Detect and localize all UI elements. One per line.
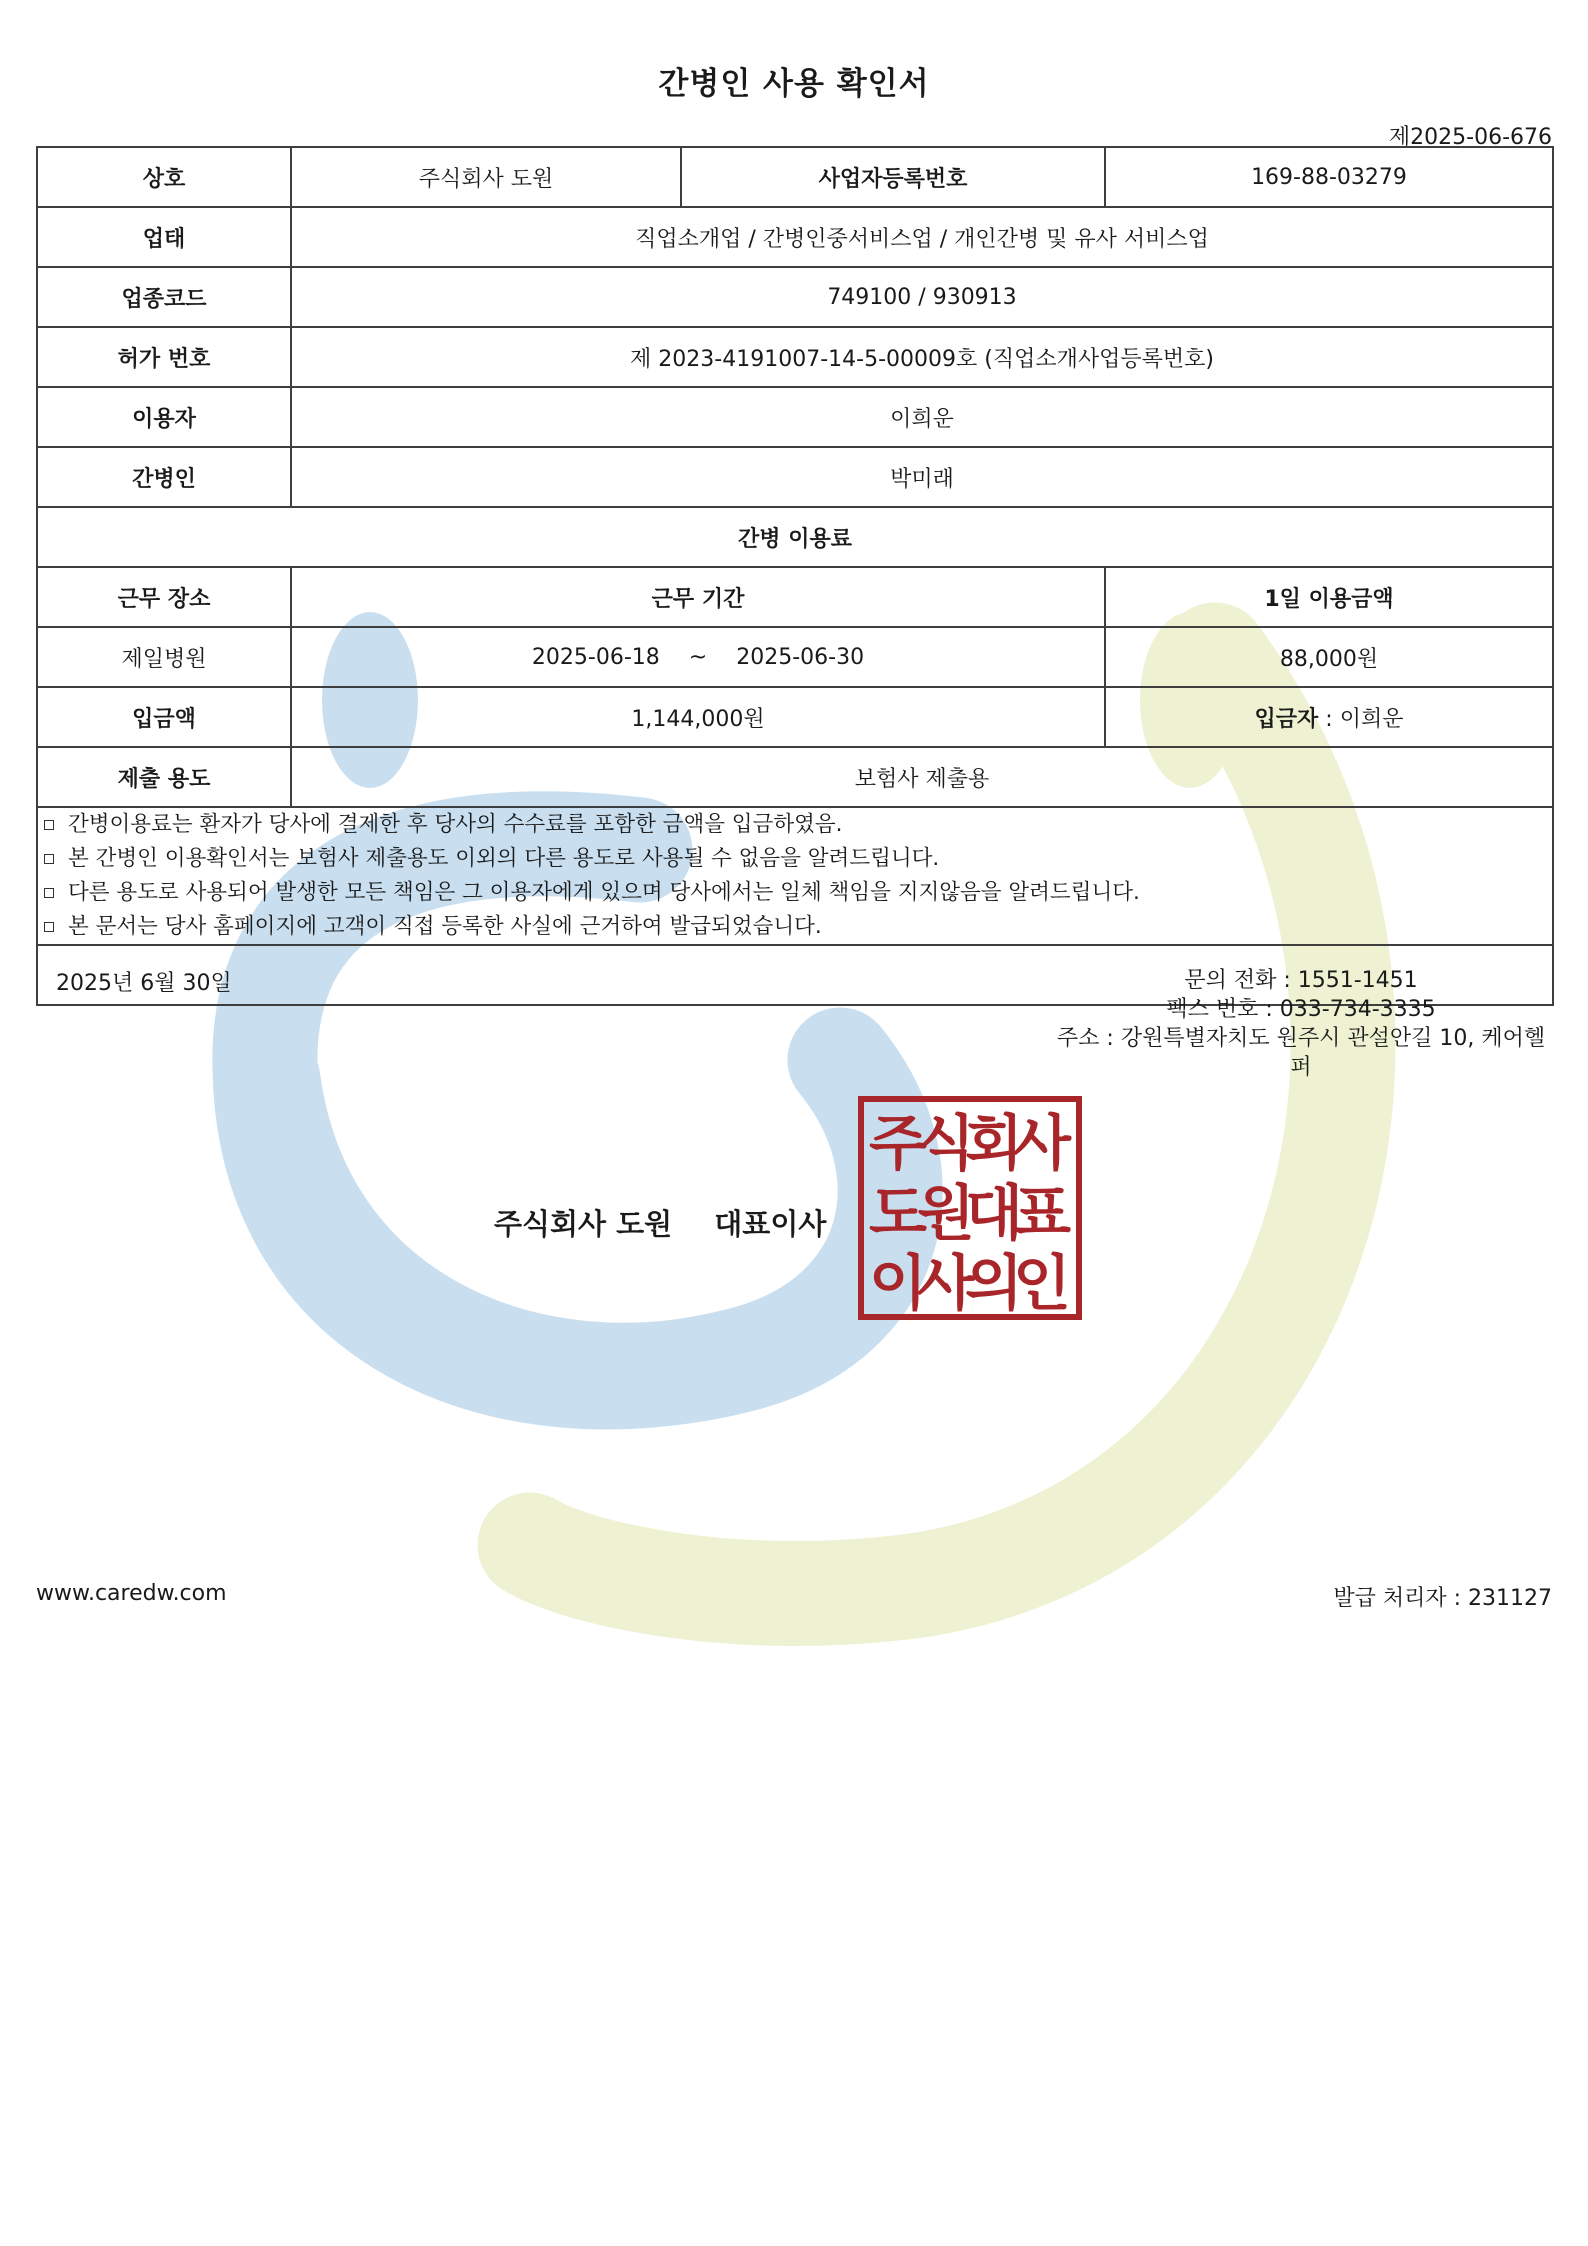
row-user: [37, 387, 1553, 447]
seal-char: 의: [965, 1249, 1023, 1319]
row-company: [37, 147, 1553, 207]
row-license: [37, 327, 1553, 387]
row-notes: [37, 807, 1553, 945]
seal-char: 표: [1013, 1179, 1071, 1249]
signature-line: [494, 1202, 826, 1243]
issuer-info: 발급 처리자 : 231127: [1333, 1586, 1552, 1611]
seal-char: 인: [1013, 1249, 1071, 1319]
certificate-table: [36, 146, 1554, 1319]
footer-cell: [37, 945, 1553, 1319]
deposit-amount: 1,144,000원: [291, 687, 1105, 747]
seal-char: 식: [917, 1109, 975, 1179]
label-industry-code: 업종코드: [37, 267, 291, 327]
daily-amount: 88,000원: [1105, 627, 1553, 687]
seal-char: 도: [869, 1179, 927, 1249]
square-bullet-icon: [44, 820, 54, 830]
company-seal-stamp: [858, 1096, 1082, 1320]
note-item: 본 문서는 당사 홈페이지에 고객이 직접 등록한 사실에 근거하여 발급되었습니다.: [44, 910, 1546, 944]
seal-char: 사: [917, 1249, 975, 1319]
business-type: 직업소개업 / 간병인중서비스업 / 개인간병 및 유사 서비스업: [291, 207, 1553, 267]
seal-char: 회: [965, 1109, 1023, 1179]
work-period: [291, 627, 1105, 687]
fee-section-title: 간병 이용료: [37, 507, 1553, 567]
seal-char: 사: [1013, 1109, 1071, 1179]
label-deposit: 입금액: [37, 687, 291, 747]
label-depositor: 입금자: [1254, 706, 1319, 732]
row-deposit: [37, 687, 1553, 747]
label-reg-number: 사업자등록번호: [681, 147, 1105, 207]
square-bullet-icon: [44, 854, 54, 864]
seal-char: 이: [869, 1249, 927, 1319]
label-period: 근무 기간: [291, 567, 1105, 627]
period-separator: ~: [688, 644, 708, 670]
caregiver-name: 박미래: [291, 447, 1553, 507]
note-item: 다른 용도로 사용되어 발생한 모든 책임은 그 이용자에게 있으며 당사에서는 일체 책임을 지지않음을 알려드립니다.: [44, 876, 1546, 910]
seal-char: 원: [917, 1179, 975, 1249]
license-number: 제 2023-4191007-14-5-00009호 (직업소개사업등록번호): [291, 327, 1553, 387]
label-purpose: 제출 용도: [37, 747, 291, 807]
period-start: 2025-06-18: [531, 644, 660, 670]
note-item: 본 간병인 이용확인서는 보험사 제출용도 이외의 다른 용도로 사용될 수 없음을 알려드립니다.: [44, 842, 1546, 876]
user-name: 이희운: [291, 387, 1553, 447]
reg-number: 169-88-03279: [1105, 147, 1553, 207]
contact-address: 주소 : 강원특별자치도 원주시 관설안길 10, 케어헬퍼: [1056, 1026, 1546, 1080]
square-bullet-icon: [44, 922, 54, 932]
row-industry-code: [37, 267, 1553, 327]
label-company-name: 상호: [37, 147, 291, 207]
contact-phone: 문의 전화 : 1551-1451: [1184, 968, 1418, 993]
notes-cell: [37, 807, 1553, 945]
depositor-cell: [1105, 687, 1553, 747]
row-fee-headers: [37, 567, 1553, 627]
square-bullet-icon: [44, 888, 54, 898]
row-footer: [37, 945, 1553, 1005]
document-number: 제2025-06-676: [1388, 125, 1552, 150]
workplace: 제일병원: [37, 627, 291, 687]
signer-company: 주식회사 도원: [494, 1207, 673, 1241]
label-license: 허가 번호: [37, 327, 291, 387]
label-caregiver: 간병인: [37, 447, 291, 507]
row-purpose: [37, 747, 1553, 807]
note-item: 간병이용료는 환자가 당사에 결제한 후 당사의 수수료를 포함한 금액을 입금하였음.: [44, 808, 1546, 842]
row-caregiver: [37, 447, 1553, 507]
signer-title: 대표이사: [714, 1207, 827, 1241]
contact-info: [1050, 966, 1552, 1082]
label-user: 이용자: [37, 387, 291, 447]
document-title: 간병인 사용 확인서: [658, 66, 930, 102]
row-fee-section: [37, 507, 1553, 567]
company-name: 주식회사 도원: [291, 147, 681, 207]
seal-char: 대: [965, 1179, 1023, 1249]
label-workplace: 근무 장소: [37, 567, 291, 627]
website-link[interactable]: www.caredw.com: [36, 1581, 227, 1606]
issue-date: 2025년 6월 30일: [56, 971, 232, 996]
contact-fax: 팩스 번호 : 033-734-3335: [1166, 997, 1436, 1022]
row-fee-values: [37, 627, 1553, 687]
industry-code: 749100 / 930913: [291, 267, 1553, 327]
row-business-type: [37, 207, 1553, 267]
label-business-type: 업태: [37, 207, 291, 267]
seal-char: 주: [869, 1109, 927, 1179]
period-end: 2025-06-30: [736, 644, 865, 670]
depositor-name: 이희운: [1339, 706, 1404, 732]
purpose: 보험사 제출용: [291, 747, 1553, 807]
depositor-separator: :: [1318, 706, 1340, 732]
label-daily-amount: 1일 이용금액: [1105, 567, 1553, 627]
